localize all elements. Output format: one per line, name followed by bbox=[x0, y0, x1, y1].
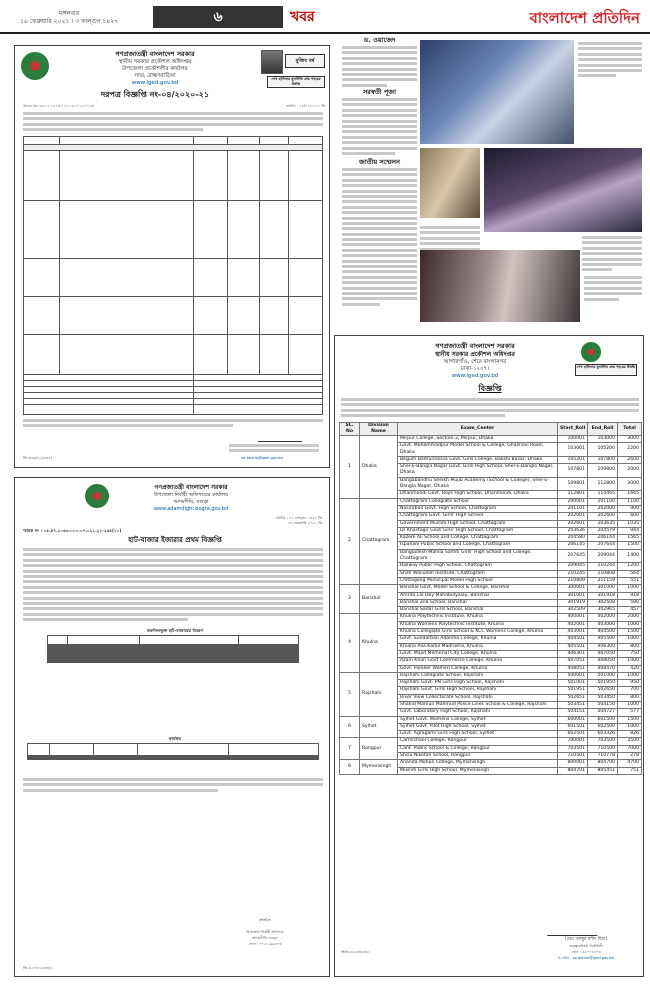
news-text-1 bbox=[342, 46, 417, 89]
page-number: ৬ bbox=[153, 6, 283, 28]
cell-start-roll: 107801 bbox=[558, 464, 588, 478]
cell-end-roll: 202600 bbox=[588, 513, 618, 520]
cell-end-roll: 109800 bbox=[588, 464, 618, 478]
news-head-3: জাতীয় সম্মেলন bbox=[359, 158, 400, 166]
cell-total: 2000 bbox=[618, 614, 642, 621]
cell-end-roll: 405500 bbox=[588, 636, 618, 643]
cell-end-roll: 211159 bbox=[588, 577, 618, 584]
ad2-schedule-table bbox=[27, 743, 319, 760]
ad2-office: উপজেলা নির্বাহী অফিসারের কার্যালয় bbox=[153, 492, 229, 498]
tender-notice-ad bbox=[14, 45, 330, 468]
ad3-dept: স্থানীয় সরকার প্রকৌশল অধিদপ্তর bbox=[435, 351, 515, 358]
market-lease-ad bbox=[14, 477, 330, 977]
cell-start-roll: 406301 bbox=[558, 650, 588, 657]
cell-total: 1000 bbox=[618, 585, 642, 592]
news-section bbox=[338, 36, 644, 332]
cell-total: 1400 bbox=[618, 549, 642, 563]
mujib-year-logo bbox=[581, 342, 601, 362]
cell-start-roll: 103001 bbox=[558, 443, 588, 457]
ad1-date: তারিখ : ১৪/০২/২০২১ খ্রি bbox=[286, 104, 325, 108]
cell-total: 1000 bbox=[618, 672, 642, 679]
cell-total: 1100 bbox=[618, 498, 642, 505]
ad2-phone: ফোন : ০৭২১-৬৬৩০৩ bbox=[248, 942, 282, 946]
cell-exam-center: Barishal Govt. Model School & College, Barishal bbox=[398, 585, 558, 592]
cell-start-roll: 405501 bbox=[558, 643, 588, 650]
news-text-3 bbox=[342, 168, 417, 308]
ad2-subtitle: তফসিলভুক্ত হাট-বাজারের বিবরণ bbox=[146, 628, 204, 633]
ad3-ref: জিডি-৩২৫৩(৪×৫) bbox=[341, 950, 371, 954]
ad1-place: সদর, ব্রাহ্মণবাড়িয়া bbox=[134, 73, 176, 79]
header-end-roll: End_Roll bbox=[588, 423, 618, 436]
ad1-website-link[interactable]: www.lged.gov.bd bbox=[131, 80, 179, 86]
cell-exam-center: Khulna Collegiate Girls School & KCC Womens College, Khulna bbox=[398, 629, 558, 636]
cell-total: 3000 bbox=[618, 436, 642, 443]
page-header bbox=[0, 0, 650, 34]
cell-start-roll: 207645 bbox=[558, 549, 588, 563]
cell-exam-center: Kazem Ali School and College, Chattogram bbox=[398, 535, 558, 542]
cell-total: 4700 bbox=[618, 760, 642, 767]
table-row bbox=[340, 498, 642, 505]
cell-division: Rajshahi bbox=[360, 672, 398, 716]
cell-total: 1565 bbox=[618, 535, 642, 542]
ad2-signer: উপজেলা নির্বাহী অফিসার bbox=[246, 930, 284, 934]
news-photo-2 bbox=[420, 148, 480, 218]
table-header-row bbox=[340, 423, 642, 436]
cell-start-roll: 703501 bbox=[558, 745, 588, 752]
ad1-gov: গণপ্রজাতন্ত্রী বাংলাদেশ সরকার bbox=[115, 50, 195, 58]
cell-exam-center: Govt. Sundarban Adarsha College, Khulna bbox=[398, 636, 558, 643]
cell-total: 751 bbox=[618, 767, 642, 774]
cell-end-roll: 703500 bbox=[588, 738, 618, 745]
cell-total: 1000 bbox=[618, 621, 642, 628]
ad3-motto: শেখ হাসিনার মূলনীতি গ্রাম শহরের উন্নতি bbox=[575, 364, 637, 376]
cell-end-roll: 602500 bbox=[588, 723, 618, 730]
cell-start-roll: 404501 bbox=[558, 636, 588, 643]
cell-exam-center: Rajshahi Govt. Girls High School, Rajshahi bbox=[398, 687, 558, 694]
ad3-place: ঢাকা-১২০৭। bbox=[460, 366, 490, 372]
cell-total: 2000 bbox=[618, 464, 642, 478]
header-total: Total bbox=[618, 423, 642, 436]
cell-total: 1035 bbox=[618, 520, 642, 527]
cell-total: 3500 bbox=[618, 738, 642, 745]
cell-total: 1000 bbox=[618, 723, 642, 730]
header-exam-center: Exam_Center bbox=[398, 423, 558, 436]
cell-total: 7000 bbox=[618, 745, 642, 752]
cell-start-roll: 504151 bbox=[558, 709, 588, 716]
ad2-sign: স্বাক্ষরিত bbox=[259, 918, 271, 922]
cell-sl: 1 bbox=[340, 436, 360, 499]
cell-total: 800 bbox=[618, 694, 642, 701]
cell-end-roll: 403000 bbox=[588, 621, 618, 628]
portrait-image bbox=[261, 50, 283, 74]
govt-seal-icon bbox=[85, 484, 109, 508]
cell-total: 1000 bbox=[618, 701, 642, 708]
news-photo-5 bbox=[420, 250, 580, 322]
cell-sl: 7 bbox=[340, 738, 360, 760]
cell-exam-center: Govt. Majid Memorial City College, Khulna bbox=[398, 650, 558, 657]
cell-exam-center: Dr Khastagir Govt Girls' High School, Chattogram bbox=[398, 527, 558, 534]
weekday: মঙ্গলবার bbox=[58, 10, 80, 17]
cell-total: 950 bbox=[618, 680, 642, 687]
cell-total: 944 bbox=[618, 527, 642, 534]
cell-exam-center: Rajshahi Collegiate School, Rajshahi bbox=[398, 672, 558, 679]
ad2-date2: ১৪ ফেব্রুয়ারি ২০২১ খ্রি. bbox=[287, 521, 323, 525]
cell-sl: 8 bbox=[340, 760, 360, 775]
cell-start-roll: 204580 bbox=[558, 535, 588, 542]
date-line: ১৬ ফেব্রুয়ারি ২০২১ । ৩ ফাল্গুন ১৪২৭ bbox=[19, 18, 119, 25]
cell-total: 278 bbox=[618, 753, 642, 760]
cell-exam-center: Government Muslim High School, Chattogram bbox=[398, 520, 558, 527]
cell-total: 577 bbox=[618, 709, 642, 716]
ad3-sign-title: তত্ত্বাবধায়ক প্রকৌশলী bbox=[569, 944, 603, 948]
cell-start-roll: 600001 bbox=[558, 716, 588, 723]
cell-start-roll: 210245 bbox=[558, 570, 588, 577]
cell-start-roll: 408051 bbox=[558, 665, 588, 672]
ad3-gov: গণপ্রজাতন্ত্রী বাংলাদেশ সরকার bbox=[435, 342, 515, 350]
news-photo-4-caption bbox=[582, 236, 642, 274]
cell-exam-center: Nasirabad Govt. High School, Chattogram bbox=[398, 505, 558, 512]
cell-end-roll: 406300 bbox=[588, 643, 618, 650]
cell-end-roll: 210808 bbox=[588, 570, 618, 577]
cell-start-roll: 602501 bbox=[558, 731, 588, 738]
ad2-title: হাট-বাজার ইজারার প্রথম বিজ্ঞপ্তি bbox=[128, 536, 222, 544]
cell-start-roll: 203636 bbox=[558, 527, 588, 534]
ad2-notes-text bbox=[23, 778, 323, 794]
cell-division: Mymensingh bbox=[360, 760, 398, 775]
cell-total: 826 bbox=[618, 731, 642, 738]
cell-division: Dhaka bbox=[360, 436, 398, 499]
signature-icon bbox=[258, 430, 306, 442]
cell-end-roll: 710778 bbox=[588, 753, 618, 760]
cell-sl: 3 bbox=[340, 585, 360, 614]
cell-start-roll: 407051 bbox=[558, 658, 588, 665]
cell-end-roll: 408470 bbox=[588, 665, 618, 672]
table-row bbox=[340, 760, 642, 767]
cell-start-roll: 502651 bbox=[558, 694, 588, 701]
cell-total: 1500 bbox=[618, 629, 642, 636]
ad1-intro-text bbox=[23, 112, 323, 134]
cell-exam-center: Khulna Womens Polytechnic Institute, Khulna bbox=[398, 621, 558, 628]
cell-start-roll: 402001 bbox=[558, 621, 588, 628]
cell-start-roll: 500001 bbox=[558, 672, 588, 679]
cell-exam-center: Govt. Pioneer Women College, Khulna bbox=[398, 665, 558, 672]
cell-total: 1000 bbox=[618, 636, 642, 643]
news-text-2 bbox=[342, 98, 417, 157]
cell-end-roll: 210244 bbox=[588, 563, 618, 570]
ad3-sign-name: (মোঃ আব্দুর রশীদ মিয়া) bbox=[564, 937, 608, 942]
cell-start-roll: 202001 bbox=[558, 513, 588, 520]
cell-division: Khulna bbox=[360, 614, 398, 672]
news-photo-5-caption bbox=[584, 276, 642, 303]
cell-start-roll: 206145 bbox=[558, 542, 588, 549]
ad2-body-text bbox=[23, 548, 323, 623]
ad1-memo: স্মারক নং- ৪৬.০২.১২১৩.০০০.১৪.৭০২.২০-২৩ bbox=[23, 104, 94, 108]
table-row bbox=[340, 585, 642, 592]
cell-exam-center: Shisu Niketon School, Rangpur bbox=[398, 753, 558, 760]
ad2-gov: গণপ্রজাতন্ত্রী বাংলাদেশ সরকার bbox=[154, 484, 228, 491]
cell-exam-center: Barishal Sadar Girls School, Barishal bbox=[398, 607, 558, 614]
cell-exam-center: Carmichael College, Rangpur bbox=[398, 738, 558, 745]
ad3-office: আগারগাঁও, শেরে বাংলানগর bbox=[443, 359, 507, 365]
cell-total: 600 bbox=[618, 513, 642, 520]
cell-start-roll: 109801 bbox=[558, 477, 588, 491]
cell-exam-center: Amrito Lal Dey Mahabidyalay, Barishal bbox=[398, 592, 558, 599]
cell-end-roll: 204579 bbox=[588, 527, 618, 534]
cell-start-roll: 302509 bbox=[558, 607, 588, 614]
cell-sl: 6 bbox=[340, 716, 360, 738]
cell-start-roll: 301001 bbox=[558, 592, 588, 599]
cell-exam-center: Khulna Alia Kamil Madrasha, Khulna bbox=[398, 643, 558, 650]
cell-end-roll: 408050 bbox=[588, 658, 618, 665]
cell-end-roll: 502650 bbox=[588, 687, 618, 694]
mujib-year-logo: মুজিব বর্ষ bbox=[285, 54, 325, 68]
cell-total: 564 bbox=[618, 570, 642, 577]
ad3-email-link[interactable]: ই-মেইল : se.admin@lged.gov.bd bbox=[558, 956, 614, 960]
table-row bbox=[340, 738, 642, 745]
ad1-signatory bbox=[229, 444, 319, 455]
cell-exam-center: Cant. Public School & College, Rangpur bbox=[398, 745, 558, 752]
table-row bbox=[340, 716, 642, 723]
cell-end-roll: 302508 bbox=[588, 599, 618, 606]
cell-exam-center: Sylhet Govt. Pilot High School, Sylhet bbox=[398, 723, 558, 730]
cell-exam-center: Railway Public High School, Chattogram bbox=[398, 563, 558, 570]
ad1-email-link[interactable]: ue.bbaria@lged.gov.bd bbox=[241, 456, 283, 460]
cell-start-roll: 403001 bbox=[558, 629, 588, 636]
ad1-motto: শেখ হাসিনার মূলনীতি গ্রাম শহরের উন্নতি bbox=[267, 76, 325, 88]
cell-exam-center: Sher-E-Bangla Nagar Govt. Girls High School, Sher-E-Bangla Nagar, Dhaka bbox=[398, 464, 558, 478]
cell-division: Rangpur bbox=[360, 738, 398, 760]
cell-start-roll: 804701 bbox=[558, 767, 588, 774]
cell-start-roll: 105201 bbox=[558, 456, 588, 463]
cell-exam-center: Khulna Polytechnic Institute, Khulna bbox=[398, 614, 558, 621]
section-title: খবর bbox=[290, 9, 315, 25]
cell-total: 457 bbox=[618, 607, 642, 614]
exam-center-table bbox=[339, 422, 642, 775]
ad3-title: বিজ্ঞপ্তি bbox=[478, 384, 502, 393]
ad2-market-table bbox=[47, 635, 299, 663]
cell-exam-center: Ananda Mohon College, Mymensingh bbox=[398, 760, 558, 767]
ad2-signer-place: আদমদীঘি, বগুড়া bbox=[252, 936, 278, 940]
cell-start-roll: 501951 bbox=[558, 687, 588, 694]
cell-exam-center: Muslim Girls High School, Mymensingh bbox=[398, 767, 558, 774]
cell-exam-center: Ispahani Public School and College, Chattogram bbox=[398, 542, 558, 549]
header-sl: SL. No bbox=[340, 423, 360, 436]
ad2-ref: জি-৩২০/২১(৪×৪) bbox=[23, 966, 52, 970]
cell-exam-center: Chattogram Govt. Girls' High School bbox=[398, 513, 558, 520]
cell-end-roll: 114465 bbox=[588, 491, 618, 498]
cell-end-roll: 407050 bbox=[588, 650, 618, 657]
cell-start-roll: 201101 bbox=[558, 505, 588, 512]
table-row bbox=[340, 672, 642, 679]
ad1-tender-table bbox=[23, 136, 323, 415]
cell-sl: 5 bbox=[340, 672, 360, 716]
cell-start-roll: 400001 bbox=[558, 614, 588, 621]
cell-start-roll: 800001 bbox=[558, 760, 588, 767]
cell-end-roll: 103000 bbox=[588, 436, 618, 443]
cell-sl: 4 bbox=[340, 614, 360, 672]
cell-end-roll: 503450 bbox=[588, 694, 618, 701]
ad2-schedule-title: কার্যক্রম bbox=[168, 736, 182, 741]
header-division: Division Name bbox=[360, 423, 398, 436]
cell-start-roll: 209045 bbox=[558, 563, 588, 570]
cell-end-roll: 601500 bbox=[588, 716, 618, 723]
cell-end-roll: 501950 bbox=[588, 680, 618, 687]
cell-end-roll: 206144 bbox=[588, 535, 618, 542]
cell-total: 1500 bbox=[618, 542, 642, 549]
cell-exam-center: Chattogram Collegiate School bbox=[398, 498, 558, 505]
cell-exam-center: Sylhet Govt. Womens College, Sylhet bbox=[398, 716, 558, 723]
cell-total: 918 bbox=[618, 592, 642, 599]
news-head-1: ড. ওয়াজেদ bbox=[363, 36, 396, 44]
cell-end-roll: 107800 bbox=[588, 456, 618, 463]
ad2-memo: স্মারক নং : ০৫.৪৭.১০৬৩.০০০.০৭.০২১.২১-২৯৪(১০) bbox=[23, 528, 122, 533]
cell-end-roll: 202000 bbox=[588, 505, 618, 512]
cell-sl: 2 bbox=[340, 498, 360, 585]
ad1-ref: জি-৩৫৬/২১(৪×৪) bbox=[23, 456, 52, 460]
cell-start-roll: 700001 bbox=[558, 738, 588, 745]
news-photo-3 bbox=[484, 148, 642, 232]
cell-end-roll: 302965 bbox=[588, 607, 618, 614]
cell-end-roll: 501000 bbox=[588, 672, 618, 679]
cell-total: 3000 bbox=[618, 477, 642, 491]
cell-start-roll: 300001 bbox=[558, 585, 588, 592]
cell-start-roll: 202601 bbox=[558, 520, 588, 527]
cell-exam-center: Bangladesh Mahila Samiti Girls' High School and College, Chattogram bbox=[398, 549, 558, 563]
cell-end-roll: 203635 bbox=[588, 520, 618, 527]
cell-total: 1500 bbox=[618, 716, 642, 723]
news-head-2: সরস্বতী পূজা bbox=[363, 88, 396, 96]
cell-start-roll: 601501 bbox=[558, 723, 588, 730]
cell-start-roll: 301919 bbox=[558, 599, 588, 606]
ad3-website-link[interactable]: www.lged.gov.bd bbox=[451, 373, 499, 379]
cell-end-roll: 301918 bbox=[588, 592, 618, 599]
cell-division: Chattogram bbox=[360, 498, 398, 585]
cell-end-roll: 402000 bbox=[588, 614, 618, 621]
cell-end-roll: 207644 bbox=[588, 542, 618, 549]
cell-exam-center: Begum Badrunnessa Govt. Girls College, Bakshi Bazar, Dhaka bbox=[398, 456, 558, 463]
news-photo-1-caption bbox=[578, 42, 642, 80]
cell-end-roll: 201100 bbox=[588, 498, 618, 505]
cell-exam-center: Azam Khan Govt Commerce College, Khulna bbox=[398, 658, 558, 665]
cell-start-roll: 710501 bbox=[558, 753, 588, 760]
ad2-date: তারিখ : ০২ ফাল্গুন ১৪২৭ খ্রি. bbox=[276, 516, 323, 520]
exam-center-notice bbox=[334, 335, 644, 977]
govt-seal-icon bbox=[21, 52, 49, 80]
cell-end-roll: 504150 bbox=[588, 701, 618, 708]
cell-exam-center: Barishal Zila School, Barishal bbox=[398, 599, 558, 606]
cell-end-roll: 404500 bbox=[588, 629, 618, 636]
cell-end-roll: 710500 bbox=[588, 745, 618, 752]
cell-end-roll: 105200 bbox=[588, 443, 618, 457]
cell-start-roll: 200001 bbox=[558, 498, 588, 505]
cell-exam-center: Chittagong Municipal Model High School bbox=[398, 577, 558, 584]
cell-end-roll: 112800 bbox=[588, 477, 618, 491]
cell-total: 551 bbox=[618, 577, 642, 584]
cell-exam-center: Rajshahi Govt. PN Girls High School, Rajshahi bbox=[398, 680, 558, 687]
cell-total: 1200 bbox=[618, 563, 642, 570]
cell-total: 1000 bbox=[618, 658, 642, 665]
signature-icon bbox=[547, 926, 601, 936]
cell-start-roll: 100001 bbox=[558, 436, 588, 443]
cell-total: 900 bbox=[618, 505, 642, 512]
cell-end-roll: 209044 bbox=[588, 549, 618, 563]
ad1-dept: স্থানীয় সরকার প্রকৌশল অধিদপ্তর bbox=[118, 59, 192, 65]
ad3-sign-phone: ফোন : ৫৫০০৭৫০৩ bbox=[571, 950, 601, 954]
cell-exam-center: River View Collectorate School, Rajshahi bbox=[398, 694, 558, 701]
cell-end-roll: 504727 bbox=[588, 709, 618, 716]
cell-end-roll: 301000 bbox=[588, 585, 618, 592]
cell-exam-center: Bangabandhu Sheikh Mujib Academy (School & College), Sher-E-Bangla Nagar, Dhaka bbox=[398, 477, 558, 491]
news-photo-1 bbox=[420, 40, 574, 144]
cell-division: Barishal bbox=[360, 585, 398, 614]
cell-end-roll: 805451 bbox=[588, 767, 618, 774]
cell-exam-center: Govt. Laboratory High School, Rajshahi bbox=[398, 709, 558, 716]
cell-exam-center: Dhanmondi Govt. Boys High School, Dhanmondi, Dhaka bbox=[398, 491, 558, 498]
cell-total: 420 bbox=[618, 665, 642, 672]
cell-exam-center: Mirpur College, Section-2, Mirpur, Dhaka bbox=[398, 436, 558, 443]
cell-end-roll: 804700 bbox=[588, 760, 618, 767]
ad2-website-link[interactable]: www.adamdighi.bogra.gov.bd bbox=[153, 506, 229, 512]
issue-date bbox=[14, 10, 124, 26]
cell-total: 2200 bbox=[618, 443, 642, 457]
cell-exam-center: Govt. Agragami Girls High School, Sylhet bbox=[398, 731, 558, 738]
cell-exam-center: Shahid Mamun Mahmud Police Lines School & College, Rajshahi bbox=[398, 701, 558, 708]
cell-start-roll: 501001 bbox=[558, 680, 588, 687]
ad1-title: দরপত্র বিজ্ঞপ্তি নং-০৪/২০২০-২১ bbox=[100, 90, 210, 99]
newspaper-logo: বাংলাদেশ প্রতিদিন bbox=[529, 9, 640, 27]
cell-start-roll: 503451 bbox=[558, 701, 588, 708]
cell-exam-center: Shah Waliullah Institute, Chattogram bbox=[398, 570, 558, 577]
ad1-footer-text bbox=[23, 419, 323, 430]
cell-exam-center: Govt. Mohammadpur Model School & College, Ghaznavi Road, Dhaka bbox=[398, 443, 558, 457]
cell-start-roll: 210809 bbox=[558, 577, 588, 584]
cell-division: Sylhet bbox=[360, 716, 398, 738]
cell-start-roll: 112801 bbox=[558, 491, 588, 498]
cell-total: 700 bbox=[618, 687, 642, 694]
ad2-place: আদমদীঘি, বগুড়া bbox=[173, 499, 209, 505]
header-start-roll: Start_Roll bbox=[558, 423, 588, 436]
cell-total: 750 bbox=[618, 650, 642, 657]
ad3-intro-text bbox=[341, 398, 639, 420]
cell-total: 590 bbox=[618, 599, 642, 606]
cell-total: 1665 bbox=[618, 491, 642, 498]
cell-end-roll: 603326 bbox=[588, 731, 618, 738]
ad1-office: উপজেলা প্রকৌশলীর কার্যালয় bbox=[122, 66, 188, 72]
table-row bbox=[340, 614, 642, 621]
cell-total: 800 bbox=[618, 643, 642, 650]
cell-total: 2600 bbox=[618, 456, 642, 463]
table-row bbox=[340, 436, 642, 443]
